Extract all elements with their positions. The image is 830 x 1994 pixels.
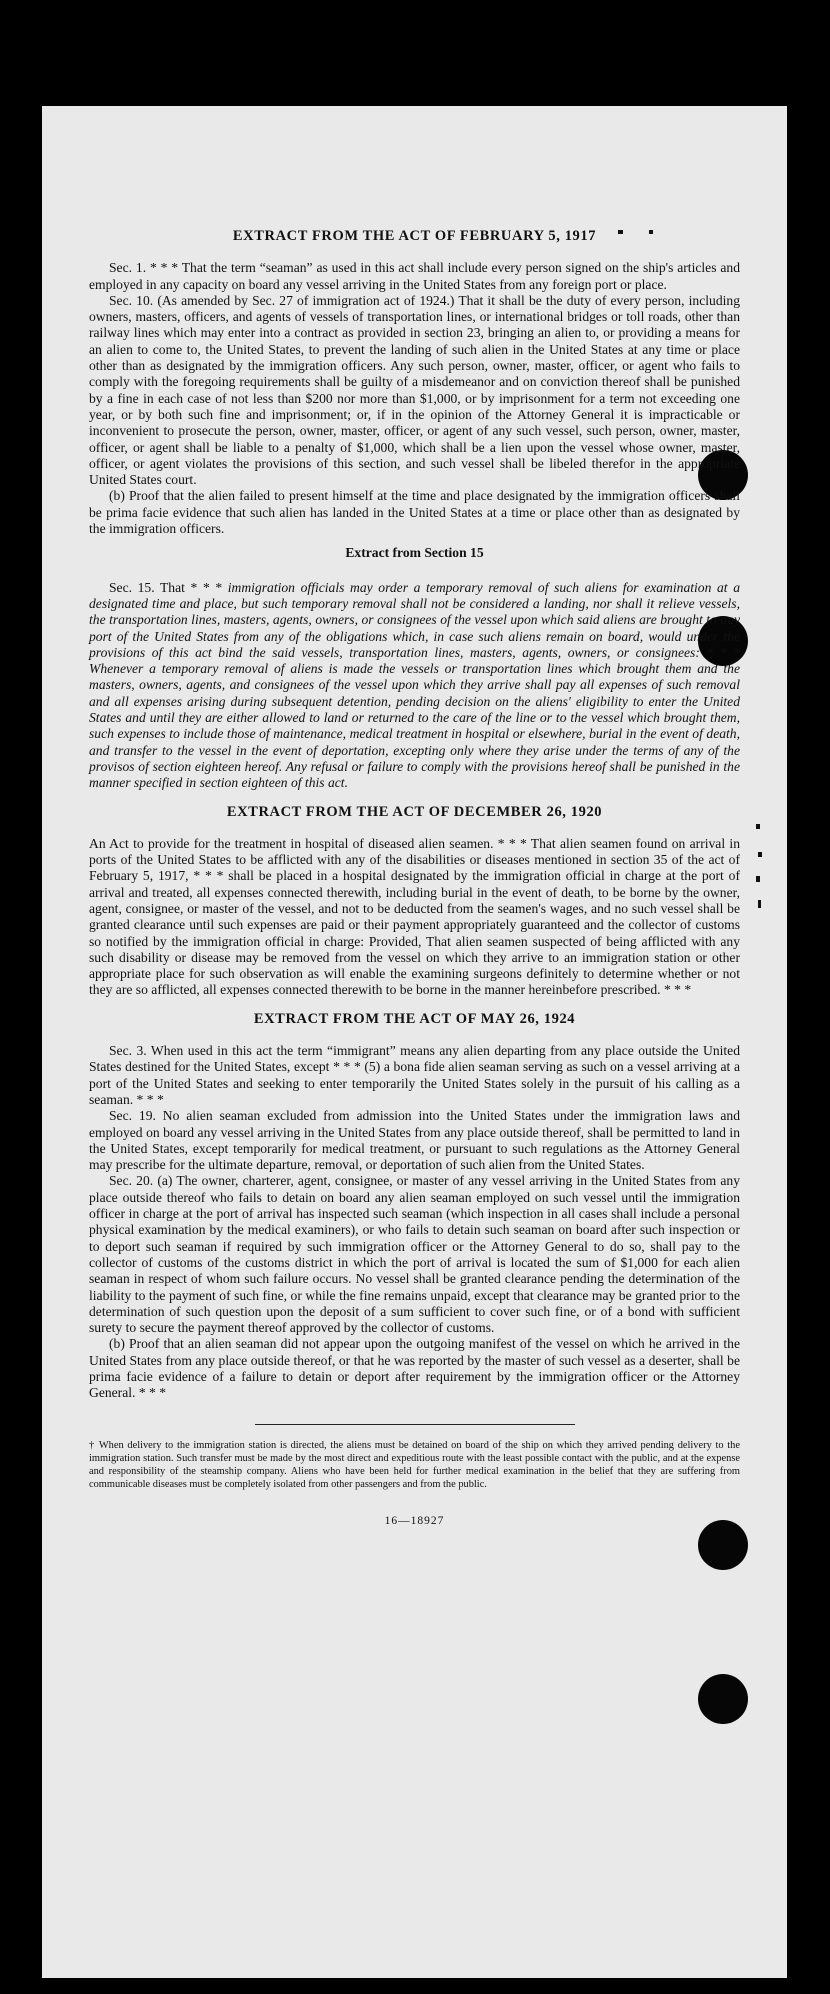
- heading-act-1920: EXTRACT FROM THE ACT OF DECEMBER 26, 1920: [226, 803, 603, 820]
- punch-hole: [698, 1674, 748, 1724]
- section-3: Sec. 3. When used in this act the term “immigrant” means any alien departing from any place outside the United States destined for the United States, except * * * (5) a bona fide alien seaman serving as such on a vessel arriving at a port of the United States and seeking to enter temporarily the United States solely in the pursuit of his calling as a seaman. * * *: [89, 1043, 740, 1107]
- footnote: † When delivery to the immigration station is directed, the aliens must be detained on board of the ship on which they arrived pending delivery to the immigration station. Such transfer must be made by the most direct and expeditious route with the least possible contact with the public, and at the expense and responsibility of the steamship company. Aliens who have been held for further medical examination in the belief that they are suffering from communicable diseases must be completely isolated from other passengers and from the public.: [89, 1439, 740, 1490]
- section-20-b: (b) Proof that an alien seaman did not appear upon the outgoing manifest of the vessel on which he arrived in the United States from any place outside thereof, or that he was reported by the master of such vessel as a deserter, shall be prima facie evidence of a failure to detain or deport after requirement by the immigration officer or the Attorney General. * * *: [89, 1336, 740, 1401]
- act-1920-text: An Act to provide for the treatment in hospital of diseased alien seamen. * * * That alien seamen found on arrival in ports of the United States to be afflicted with any of the disabilities or diseases mentioned in section 35 of the act of February 5, 1917, * * * shall be placed in a hospital designated by the immigration official in charge at the port of arrival and treated, all expenses connected therewith, including burial in the event of death, to be borne by the owner, agent, consignee, or master of the vessel, and not to be deducted from the seamen's wages, and no such vessel shall be granted clearance until such expenses are paid or their payment appropriately guaranteed and the collector of customs so notified by the immigration official in charge: Provided, That alien seamen suspected of being afflicted with any such disability or disease may be removed from the vessel on which they arrive to an immigration station or other appropriate place for such observation as will enable the examining surgeons definitely to determine whether or not they are so afflicted, all expenses connected therewith to be borne in the manner hereinbefore prescribed. * * *: [89, 835, 740, 998]
- scan-speck: [756, 876, 760, 882]
- section-10: Sec. 10. (As amended by Sec. 27 of immigration act of 1924.) That it shall be the duty of every person, including owners, masters, officers, and agents of vessels of transportation lines, or international bridges or toll roads, other than railway lines which may enter into a contract as provided in section 23, bringing an alien to, or providing a means for an alien to come to, the United States, to prevent the landing of such alien in the United States at any time or place other than as designated by the immigration officers. Any such person, owner, master, officer, or agent who fails to comply with the foregoing requirements shall be guilty of a misdemeanor and on conviction thereof shall be punished by a fine in each case of not less than $200 nor more than $1,000, or by imprisonment for a term not exceeding one year, or by both such fine and imprisonment; or, if in the opinion of the Attorney General it is impracticable or inconvenient to prosecute the person, owner, master, officer, or agent of any such vessel, such person, owner, master, officer, or agent shall be liable to a penalty of $1,000, which shall be a lien upon the vessel whose owner, master, officer, or agent violates the provisions of this section, and such vessel shall be libeled therefor in the appropriate United States court.: [89, 292, 740, 488]
- section-15: [89, 580, 740, 792]
- section-19: Sec. 19. No alien seaman excluded from admission into the United States under the immigration laws and employed on board any vessel arriving in the United States from any place outside thereof, shall be permitted to land in the United States, except temporarily for medical treatment, or pursuant to such regulations as the Attorney General may prescribe for the ultimate departure, removal, or deportation of such alien from the United States.: [89, 1108, 740, 1173]
- section-10-b: (b) Proof that the alien failed to present himself at the time and place designated by the immigration officers shall be prima facie evidence that such alien has landed in the United States at a time or place other than as designated by the immigration officers.: [89, 488, 740, 537]
- section-20: Sec. 20. (a) The owner, charterer, agent, consignee, or master of any vessel arriving in the United States from any place outside thereof who fails to detain on board any alien seaman employed on such vessel until the immigration officer in charge at the port of arrival has inspected such seaman (which inspection in all cases shall include a personal physical examination by the medical examiners), or who fails to detain such seaman on board after such inspection or to deport such seaman if required by such immigration officer or the Attorney General to do so, shall pay to the collector of customs of the customs district in which the port of arrival is located the sum of $1,000 for each alien seaman in respect of whom such failure occurs. No vessel shall be granted clearance pending the determination of the liability to the payment of such fine, or while the fine remains unpaid, except that clearance may be granted prior to the determination of such question upon the deposit of a sum sufficient to cover such fine, or of a bond with sufficient surety to secure the payment thereof approved by the collector of customs.: [89, 1173, 740, 1336]
- scan-speck: [758, 900, 761, 908]
- scan-speck: [758, 852, 762, 857]
- heading-section-15: Extract from Section 15: [345, 545, 484, 561]
- section-1: Sec. 1. * * * That the term “seaman” as used in this act shall include every person signed on the ship's articles and employed in any capacity on board any vessel arriving in the United States from any foreign port or place.: [89, 260, 740, 292]
- heading-act-1917: EXTRACT FROM THE ACT OF FEBRUARY 5, 1917: [232, 228, 597, 244]
- document-body: [89, 228, 740, 1529]
- section-15-text: immigration officials may order a temporary removal of such aliens for examination at a designated time and place, but such temporary removal shall not be considered a landing, nor shall it relieve vessels, the transportation lines, masters, agents, owners, or consignees of the vessel upon which said aliens are brought to any port of the United States from any of the obligations which, in case such aliens remain on board, would under the provisions of this act bind the said vessels, transportation lines, masters, agents, owners, or consignees: * * * Whenever a temporary removal of aliens is made the vessels or transportation lines which brought them and the masters, owners, agents, and consignees of the vessel upon which they arrive shall pay all expenses of such removal and all expenses arising during subsequent detention, pending decision on the aliens' eligibility to enter the United States and until they are either allowed to land or returned to the care of the line or to the vessel which brought them, such expenses to include those of maintenance, medical treatment in hospital or elsewhere, burial in the event of death, and transfer to the vessel in the event of deportation, excepting only where they arise under the terms of any of the provisos of section eighteen hereof. Any refusal or failure to comply with the provisions hereof shall be punished in the manner specified in section eighteen of this act.: [89, 579, 740, 791]
- section-15-lead: Sec. 15. That * * *: [109, 579, 228, 595]
- footnote-divider: [255, 1424, 575, 1425]
- heading-act-1924: EXTRACT FROM THE ACT OF MAY 26, 1924: [253, 1010, 576, 1027]
- form-code: 16—18927: [384, 1514, 445, 1527]
- document-page: [42, 106, 787, 1978]
- scan-speck: [756, 824, 760, 829]
